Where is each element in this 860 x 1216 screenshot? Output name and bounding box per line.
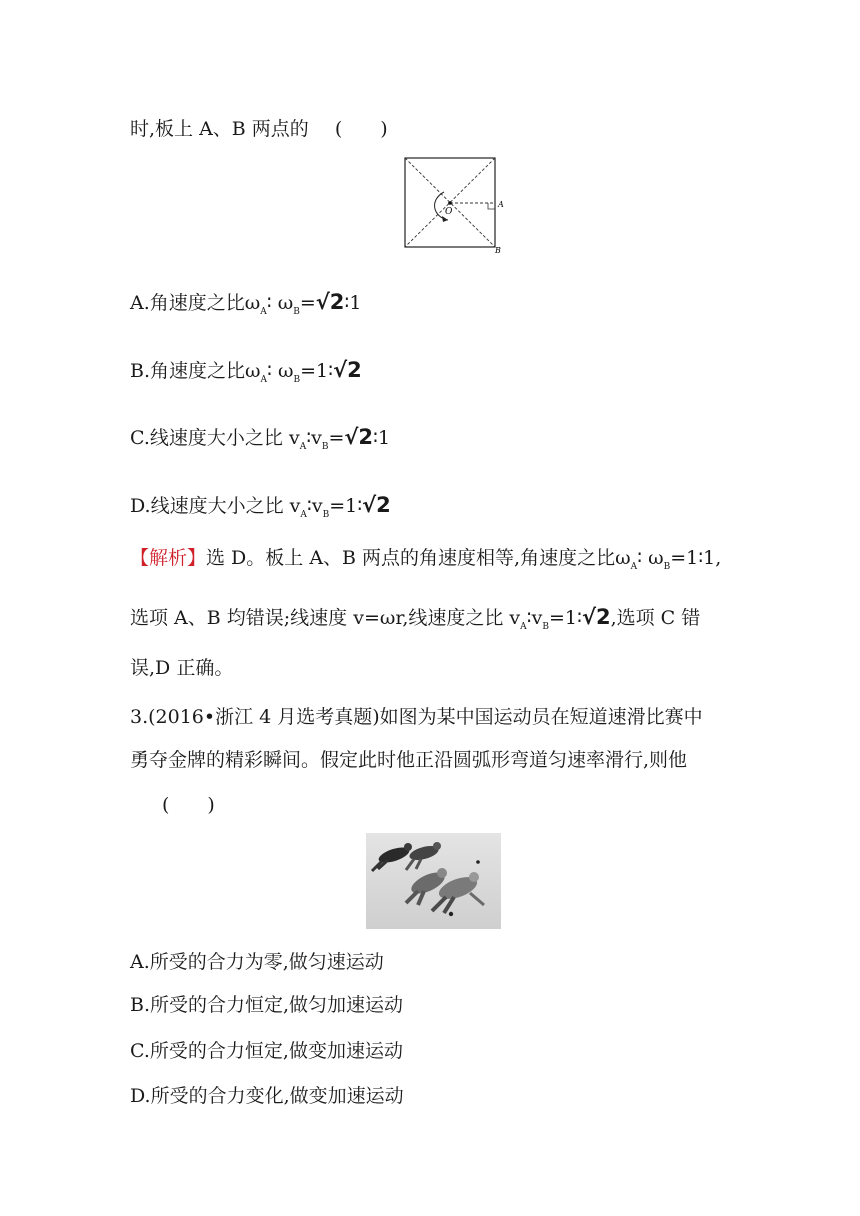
analysis-text: 误,D 正确。 (130, 657, 234, 679)
q3-option-a: A.所受的合力为零,做匀速运动 (130, 951, 384, 973)
option-b-text: =1∶ (300, 360, 334, 382)
q2-option-c (130, 425, 390, 459)
skater-head (469, 872, 479, 882)
option-a-text: = (299, 292, 316, 314)
option-d-text: =1∶ (329, 495, 363, 517)
subscript: B (321, 442, 329, 452)
analysis-tag: 【解析】 (130, 547, 207, 569)
q3-option-d: D.所受的合力变化,做变加速运动 (130, 1085, 404, 1107)
q2-stem-text: 时,板上 A、B 两点的 (130, 118, 309, 140)
q3-answer-blank: ( ) (162, 794, 215, 816)
right-angle-mark (488, 203, 495, 209)
speed-skating-photo (366, 833, 501, 929)
analysis-text: ∶v (526, 607, 543, 629)
analysis-line-2 (130, 605, 700, 639)
analysis-text: ,选项 C 错 (610, 607, 701, 629)
option-b-text: B.角速度之比ω (130, 360, 261, 382)
option-c-text: ∶v (306, 427, 322, 449)
analysis-line-3 (130, 656, 233, 680)
label-a: A (498, 200, 504, 209)
subscript: A (299, 442, 307, 452)
analysis-line-1 (130, 546, 721, 579)
subscript: B (293, 375, 301, 385)
option-c-text: C.线速度大小之比 v (130, 427, 300, 449)
q2-answer-blank: ( ) (334, 118, 388, 140)
subscript: A (260, 307, 267, 317)
sqrt-two: √2 (344, 425, 374, 449)
q2-option-b (130, 358, 362, 392)
option-d-text: D.线速度大小之比 v (130, 495, 301, 517)
square-plate-figure (403, 155, 508, 255)
analysis-text: 选 D。板上 A、B 两点的角速度相等,角速度之比ω (206, 547, 631, 569)
sqrt-two: √2 (315, 290, 345, 314)
skater-head (437, 868, 447, 878)
option-c-text: ∶1 (373, 427, 391, 449)
option-c-text: = (328, 427, 345, 449)
subscript: B (322, 510, 330, 520)
q2-option-a (130, 290, 361, 324)
subscript: B (542, 622, 549, 632)
option-a-text: A.角速度之比ω (130, 292, 261, 314)
track-marker (476, 860, 480, 864)
q2-stem (130, 117, 388, 141)
option-a-text: ∶1 (344, 292, 362, 314)
subscript: A (630, 562, 638, 572)
label-o: O (445, 207, 453, 217)
analysis-text: ∶ ω (637, 547, 664, 569)
q3-option-c: C.所受的合力恒定,做变加速运动 (130, 1040, 403, 1062)
option-d-text: ∶v (306, 495, 323, 517)
sqrt-two: √2 (581, 605, 611, 629)
sqrt-two: √2 (333, 358, 362, 382)
analysis-text: 选项 A、B 均错误;线速度 v=ωr,线速度之比 v (130, 607, 521, 629)
subscript: B (663, 562, 671, 572)
subscript: A (260, 375, 267, 385)
label-b: B (495, 246, 501, 255)
analysis-text: =1∶1, (670, 547, 722, 569)
analysis-text: =1∶ (548, 607, 582, 629)
option-a-text: ∶ ω (266, 292, 294, 314)
subscript: A (300, 510, 307, 520)
subscript: A (520, 622, 527, 632)
center-point-o (448, 201, 452, 205)
skater-head (404, 843, 412, 851)
skater-head (433, 842, 441, 850)
track-marker (449, 912, 453, 916)
q3-line-1: 3.(2016•浙江 4 月选考真题)如图为某中国运动员在短道速滑比赛中 (130, 706, 703, 728)
subscript: B (293, 307, 300, 317)
q2-option-d (130, 493, 391, 527)
sqrt-two: √2 (362, 493, 391, 517)
option-b-text: ∶ ω (267, 360, 294, 382)
q3-line-2: 勇夺金牌的精彩瞬间。假定此时他正沿圆弧形弯道匀速率滑行,则他 (130, 749, 688, 771)
q3-option-b: B.所受的合力恒定,做匀加速运动 (130, 994, 404, 1016)
